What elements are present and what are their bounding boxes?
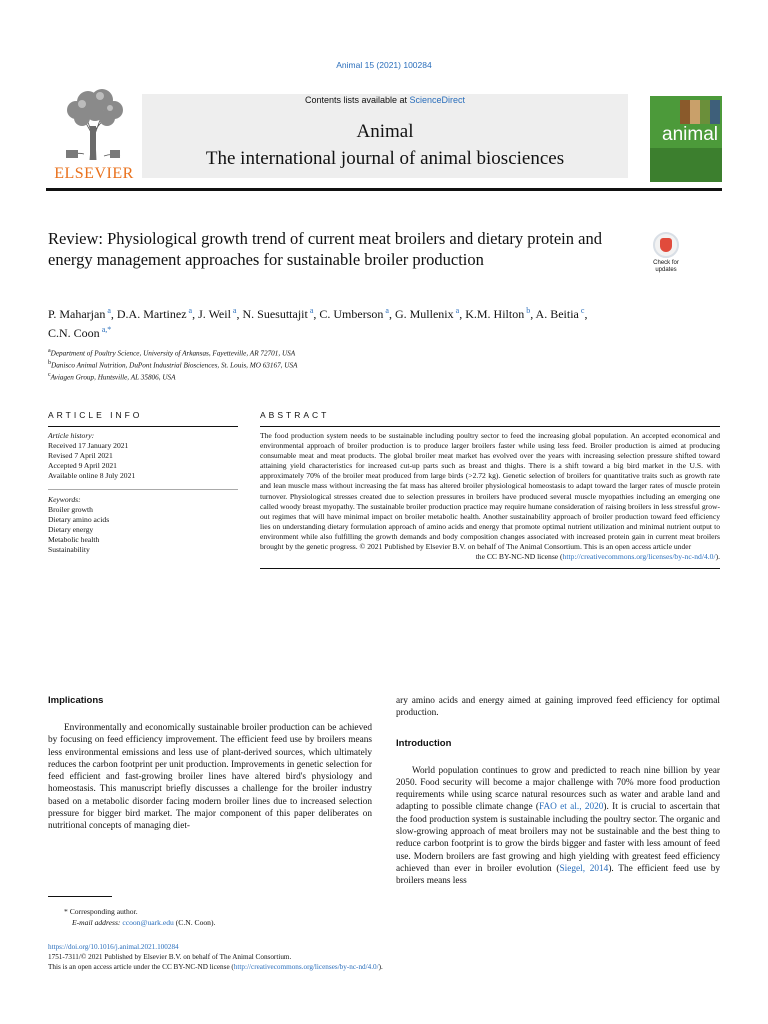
abstract-license: the CC BY-NC-ND license (http://creativecommons.org/licenses/by-nc-nd/4.0/). — [475, 552, 720, 562]
author[interactable]: C.N. Coon — [48, 326, 100, 340]
sciencedirect-link[interactable]: ScienceDirect — [409, 95, 466, 105]
journal-cover-image[interactable] — [650, 96, 722, 182]
email-line: E-mail address: ccoon@uark.edu (C.N. Coon). — [72, 918, 216, 927]
keyword: Broiler growth — [48, 505, 93, 514]
keyword: Dietary amino acids — [48, 515, 110, 524]
affiliation-item: $^b$Danisco Animal Nutrition, DuPont Industrial Biosciences, St. Louis, MO 63167, USA — [48, 359, 298, 370]
article-info-heading: ARTICLE INFO — [48, 410, 238, 427]
keyword: Sustainability — [48, 545, 90, 554]
keyword: Dietary energy — [48, 525, 94, 534]
footnote-rule — [48, 896, 112, 897]
masthead — [46, 86, 722, 186]
elsevier-tree-icon — [52, 86, 136, 162]
doi-link[interactable]: https://doi.org/10.1016/j.animal.2021.100284 — [48, 943, 179, 951]
author-affiliation-marker[interactable]: a — [107, 306, 111, 315]
abstract-heading: ABSTRACT — [260, 410, 720, 427]
affiliation-item: $^a$Department of Poultry Science, University of Arkansas, Fayetteville, AR 72701, USA — [48, 348, 296, 358]
check-for-updates-button[interactable] — [646, 232, 686, 274]
article-info — [48, 410, 238, 555]
citation-siegel[interactable]: Siegel, 2014 — [559, 863, 609, 874]
right-column — [396, 695, 720, 888]
citation-fao[interactable]: FAO et al., 2020 — [538, 802, 604, 813]
check-updates-label: Check for updates — [653, 260, 679, 273]
author[interactable]: J. Weil — [198, 307, 231, 321]
affiliations — [48, 347, 728, 383]
article-title: Review: Physiological growth trend of current meat broilers and dietary protein and energy management approaches for sustainable broiler production — [48, 229, 602, 269]
corresponding-author: * Corresponding author. — [64, 907, 138, 916]
history-label: Article history: — [48, 431, 95, 440]
cover-photo-strip — [680, 100, 720, 124]
publisher-name: ELSEVIER — [54, 165, 134, 182]
journal-name: Animal — [356, 121, 414, 142]
abstract-text: The food production system needs to be sustainable including poultry sector to feed the increasing global population. An accepted economical and environmental approach of broiler production is to produce larger broilers faster while using less feed. Broiler production is aimed at producing consumable meat and meat products. The global broiler meat market has evolved over the years with increasing selection pressure shifted toward attaining yield characteristics for increased cut-up parts such as breast and thighs. There is a shift toward a big bird market in the U.S. with approximately 70% of the broiler meat produced from large birds (>2.72 kg). Genetic selection of broilers for quantitative traits such as growth rate and lean muscle mass without increasing the fat mass has altered broiler physiological homeostasis to adapt toward the larger rates of muscle protein turnover. Physiological stresses created due to selection pressures in broilers have produced several muscle myopathies including an emerging one called woody breast myopathy. The sustainable broiler production practice may require humane consideration of raising broilers in less stressful grow-out regimes that will have minimal impact on broiler metabolic health. Another sustainability approach of broiler production toward feed efficiency lies on understanding dietary formulation approach of amino acids and energy that promote optimal nutrient utilization and minimal nutrient output to environment while also fulfilling the growth demands and body composition changes associated with increased protein gain in current meat broilers brought by the genetic progress. © 2021 Published by Elsevier B.V. on behalf of The Animal Consortium. This is an open access article under — [260, 431, 720, 552]
open-access-line: This is an open access article under the CC BY-NC-ND license (http://creativecommons.org/licenses/by-nc-nd/4.0/). — [48, 963, 383, 972]
author-affiliation-marker[interactable]: a,* — [101, 325, 112, 334]
article-history — [48, 431, 238, 481]
author-affiliation-marker[interactable]: b — [526, 306, 531, 315]
history-item: Accepted 9 April 2021 — [48, 461, 117, 470]
author-affiliation-marker[interactable]: c — [580, 306, 585, 315]
cover-title: animal — [662, 124, 718, 145]
author[interactable]: G. Mullenix — [394, 307, 454, 321]
author[interactable]: C. Umberson — [319, 307, 384, 321]
crossmark-icon — [653, 232, 679, 258]
implications-text: Environmentally and economically sustainable broiler production can be achieved by focusing on feed efficiency improvement. The efficient feed use by broilers means less environmental emissions and less use of plant-derived sources, which ultimately reduces the carbon footprint per unit production. Improvements in genetic selection for feed efficient and fast-growing broiler lines have altered bird's physiology and homeostasis. This manuscript briefly discusses a challenge for the broiler industry based on a metabolic disorder facing modern broiler lines due to increased selection pressure for bigger bird market. The major component of this paper deliberates on nutritional concepts of managing diet- — [48, 723, 372, 832]
issn-line: 1751-7311/© 2021 Published by Elsevier B.V. on behalf of The Animal Consortium. — [48, 953, 292, 962]
email-link[interactable]: ccoon@uark.edu — [122, 918, 174, 927]
contents-line: Contents lists available at ScienceDirect — [304, 95, 466, 105]
affiliation-item: $^c$Aviagen Group, Huntsville, AL 35806, USA — [48, 371, 176, 382]
abstract-rule — [260, 568, 720, 569]
author-affiliation-marker[interactable]: a — [188, 306, 193, 315]
license-link[interactable]: http://creativecommons.org/licenses/by-nc-nd/4.0/ — [562, 552, 716, 562]
author-affiliation-marker[interactable]: a — [455, 306, 460, 315]
author[interactable]: A. Beitia — [535, 307, 579, 321]
history-item: Revised 7 April 2021 — [48, 451, 113, 460]
footer-license-link[interactable]: http://creativecommons.org/licenses/by-nc-nd/4.0/ — [233, 963, 379, 972]
author[interactable]: D.A. Martinez — [116, 307, 187, 321]
cover-bar — [650, 148, 722, 182]
implications-continuation: ary amino acids and energy aimed at gaining improved feed efficiency for optimal production. — [396, 696, 720, 719]
keywords-label: Keywords: — [48, 495, 81, 504]
history-item: Received 17 January 2021 — [48, 441, 129, 450]
page-footer — [48, 942, 728, 973]
keywords — [48, 489, 238, 555]
journal-subtitle: The international journal of animal biosciences — [205, 148, 565, 169]
history-item: Available online 8 July 2021 — [48, 471, 136, 480]
author-affiliation-marker[interactable]: a — [232, 306, 237, 315]
elsevier-logo[interactable] — [46, 86, 142, 186]
author[interactable]: K.M. Hilton — [465, 307, 525, 321]
implications-heading: Implications — [48, 695, 104, 706]
abstract — [260, 410, 720, 569]
journal-banner — [142, 94, 628, 178]
left-column — [48, 695, 372, 833]
author-affiliation-marker[interactable]: a — [309, 306, 314, 315]
journal-citation[interactable]: Animal 15 (2021) 100284 — [336, 60, 432, 70]
author[interactable]: P. Maharjan — [48, 307, 106, 321]
author-affiliation-marker[interactable]: a — [385, 306, 389, 315]
author-list: P. Maharjan $^a$, D.A. Martinez $^a$, J. Weil $^a$, N. Suesuttajit $^a$, C. Umberson $^a$, G. Mullenix $^a$, K.M. Hilton $^b$, A. Beitia $^c$, C.N. Coon $^{a,*}$ — [48, 306, 588, 340]
footnote — [48, 906, 372, 928]
introduction-heading: Introduction — [396, 737, 452, 749]
introduction-text: World population continues to grow and predicted to reach nine billion by year 2050. Food security will become a major challenge with 70% more food production requirements while using scarce natural resources such as water and arable land and adapting to possible climate change (FAO et al., 2020). It is crucial to ascertain that the food production system is sustainable including the poultry sector. The organic and slow-growing approach of meat broilers may not be sustainable and the best thing to reduce carbon footprint is to grow the birds bigger and faster with less amount of feed use. Modern broilers are fast growing and high yielding with greatest feed efficiency achieved than ever in broiler evolution (Siegel, 2014). The efficient feed use by broilers means less — [396, 765, 720, 887]
author[interactable]: N. Suesuttajit — [242, 307, 308, 321]
keyword: Metabolic health — [48, 535, 100, 544]
header-rule — [46, 188, 722, 191]
